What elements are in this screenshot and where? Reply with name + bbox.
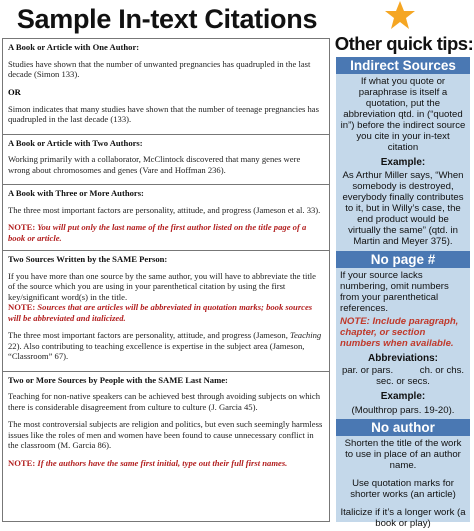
indirect-example-label: Example:: [380, 157, 426, 168]
no-author-header: No author: [336, 419, 470, 436]
one-author-box: [3, 39, 329, 135]
same-last-name-example-2: The most controversial subjects are religion and politics, but even such seemingly harmless issues like the roles of men and women have been found to cause unnecessary conflict in the classroom (M. Garcia 86).: [8, 419, 323, 450]
tips-title: Other quick tips:: [334, 33, 474, 54]
note-text: Sources that are articles will be abbreviated in quotation marks; book sources will be abbreviated and italicized.: [8, 302, 313, 323]
three-authors-heading: A Book with Three or More Authors:: [8, 188, 144, 198]
note-label: NOTE:: [8, 457, 36, 468]
no-author-text: Shorten the title of the work to use in place of an author name.: [344, 438, 462, 471]
abbreviations-label: Abbreviations:: [367, 353, 438, 364]
no-page-header: No page #: [336, 251, 470, 268]
indirect-example: As Arthur Miller says, “When somebody is destroyed, everybody finally contributes to it, but in Willy’s case, the end product would be virtually the same” (qtd. in Martin and Meyer 375).: [342, 170, 464, 247]
same-person-note: [8, 302, 324, 323]
note-text: If the authors have the same first initial, type out their full first names.: [35, 457, 288, 468]
three-authors-example: The three most important factors are personality, attitude, and progress (Jameson et al. 33).: [8, 204, 321, 215]
italicize-tip: Italicize if it’s a longer work (a book or play): [340, 507, 466, 529]
example-part-2: 22). Also contributing to teaching excellence is expertise in the subject area (Jameson, “Classroom” 67).: [8, 340, 305, 361]
same-last-name-note: [8, 458, 324, 469]
no-page-text: If your source lacks numbering, omit numbers from your parenthetical references.: [340, 270, 449, 314]
quick-tips-panel: [336, 57, 470, 529]
example-part-1: The three most important factors are personality, attitude, and progress (Jameson,: [8, 330, 290, 340]
two-authors-heading: A Book or Article with Two Authors:: [8, 137, 143, 148]
same-last-name-example-1: Teaching for non-native speakers can be achieved best through avoiding subjects on which there is considerable disagreement from culture to culture (J. Garcia 45).: [8, 391, 321, 412]
same-last-name-heading: Two or More Sources by People with the SAME Last Name:: [8, 374, 228, 385]
one-author-example-2: Simon indicates that many studies have shown that the number of teenage pregnancies has quadrupled in the last decade (133).: [8, 103, 319, 124]
page-title: Sample In-text Citations: [16, 4, 318, 34]
no-page-note: NOTE: Include paragraph, chapter, or section numbers when available.: [340, 316, 459, 349]
two-authors-box: [3, 135, 329, 186]
quotation-marks-tip: Use quotation marks for shorter works (an article): [350, 478, 456, 500]
star-icon: [384, 0, 416, 30]
three-authors-box: [3, 185, 329, 251]
same-person-box: [3, 251, 329, 372]
citation-examples: [2, 38, 330, 522]
indirect-sources-header: Indirect Sources: [336, 57, 470, 74]
example-italic-title: Teaching: [290, 330, 322, 340]
or-label: OR: [8, 86, 21, 97]
indirect-sources-text: If what you quote or paraphrase is itself a quotation, put the abbreviation qtd. in (“quoted in”) before the indirect source you cite in your in-text citation: [340, 76, 466, 153]
no-page-example-label: Example:: [380, 391, 426, 402]
two-authors-example: Working primarily with a collaborator, McClintock discovered that many genes were wrong about chromosomes and genes (Vare and Hoffman 236).: [8, 154, 301, 175]
abbreviations-text: par. or pars. ch. or chs. sec. or secs.: [341, 365, 470, 387]
same-person-heading: Two Sources Written by the SAME Person:: [8, 254, 168, 264]
same-person-text: If you have more than one source by the same author, you will have to abbreviate the title of the source which you are using in your parenthetical citation by using the first key/significant word(s) in the title.: [8, 270, 316, 302]
one-author-heading: A Book or Article with One Author:: [8, 42, 140, 52]
same-person-example: [8, 330, 324, 362]
same-last-name-box: [3, 372, 329, 476]
no-page-example: (Moulthrop pars. 19-20).: [351, 405, 455, 416]
note-label: NOTE:: [8, 302, 36, 312]
three-authors-note: [8, 222, 324, 243]
one-author-example-1: Studies have shown that the number of unwanted pregnancies has quadrupled in the last decade (Simon 133).: [8, 58, 311, 79]
note-text: You will put only the last name of the first author listed on the title page of a book or article.: [8, 222, 307, 243]
note-label: NOTE:: [8, 222, 36, 232]
